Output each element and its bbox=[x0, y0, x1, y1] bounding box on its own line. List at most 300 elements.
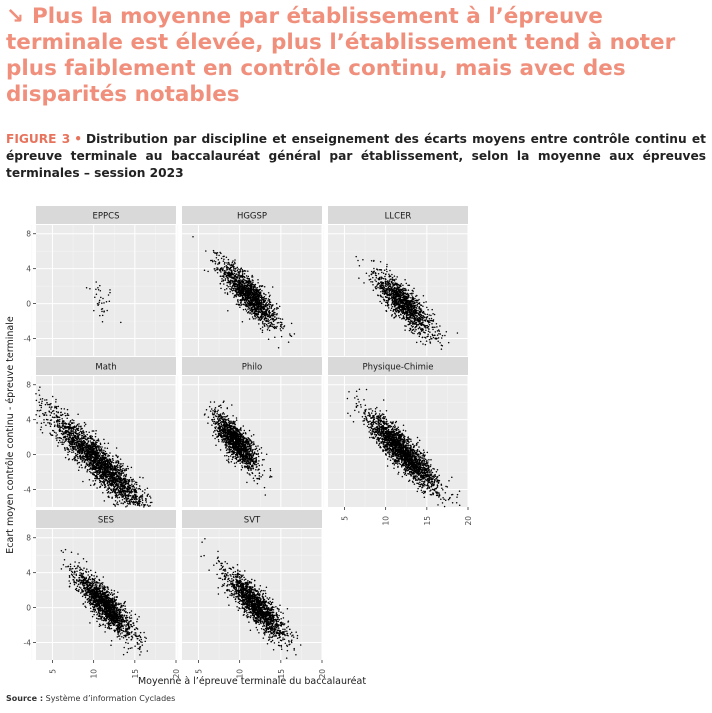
data-point bbox=[408, 321, 410, 323]
data-point bbox=[70, 420, 72, 422]
data-point bbox=[396, 296, 398, 298]
data-point bbox=[141, 504, 143, 506]
data-point bbox=[235, 268, 237, 270]
data-point bbox=[439, 342, 441, 344]
data-point bbox=[398, 301, 400, 303]
data-point bbox=[128, 495, 130, 497]
data-point bbox=[103, 455, 105, 457]
data-point bbox=[213, 251, 215, 253]
data-point bbox=[272, 313, 274, 315]
data-point bbox=[272, 326, 274, 328]
data-point bbox=[270, 319, 272, 321]
data-point bbox=[35, 414, 37, 416]
data-point bbox=[386, 264, 388, 266]
data-point bbox=[294, 333, 296, 335]
data-point bbox=[73, 428, 75, 430]
data-point bbox=[98, 438, 100, 440]
data-point bbox=[395, 316, 397, 318]
data-point bbox=[255, 295, 257, 297]
data-point bbox=[258, 306, 260, 308]
data-point bbox=[393, 310, 395, 312]
data-point bbox=[233, 288, 235, 290]
data-point bbox=[403, 307, 405, 309]
data-point bbox=[45, 425, 47, 427]
data-point bbox=[267, 300, 269, 302]
data-point bbox=[427, 335, 429, 337]
data-point bbox=[40, 405, 42, 407]
data-point bbox=[65, 415, 67, 417]
data-point bbox=[407, 305, 409, 307]
data-point bbox=[97, 287, 99, 289]
data-point bbox=[269, 306, 271, 308]
data-point bbox=[264, 315, 266, 317]
data-point bbox=[262, 316, 264, 318]
data-point bbox=[260, 328, 262, 330]
data-point bbox=[266, 309, 268, 311]
data-point bbox=[423, 316, 425, 318]
data-point bbox=[251, 275, 253, 277]
data-point bbox=[428, 314, 430, 316]
data-point bbox=[381, 303, 383, 305]
data-point bbox=[276, 313, 278, 315]
data-point bbox=[386, 302, 388, 304]
data-point bbox=[389, 276, 391, 278]
data-point bbox=[98, 289, 100, 291]
data-point bbox=[216, 253, 218, 255]
data-point bbox=[57, 445, 59, 447]
data-point bbox=[124, 498, 126, 500]
data-point bbox=[387, 284, 389, 286]
data-point bbox=[398, 315, 400, 317]
data-point bbox=[248, 295, 250, 297]
data-point bbox=[234, 282, 236, 284]
data-point bbox=[433, 337, 435, 339]
data-point bbox=[99, 300, 101, 302]
data-point bbox=[372, 277, 374, 279]
data-point bbox=[236, 293, 238, 295]
data-point bbox=[78, 439, 80, 441]
data-point bbox=[271, 304, 273, 306]
data-point bbox=[72, 419, 74, 421]
data-point bbox=[290, 335, 292, 337]
data-point bbox=[84, 422, 86, 424]
data-point bbox=[49, 422, 51, 424]
data-point bbox=[74, 446, 76, 448]
data-point bbox=[427, 333, 429, 335]
data-point bbox=[73, 458, 75, 460]
data-point bbox=[75, 455, 77, 457]
data-point bbox=[216, 267, 218, 269]
data-point bbox=[55, 406, 57, 408]
data-point bbox=[112, 484, 114, 486]
data-point bbox=[51, 412, 53, 414]
data-point bbox=[263, 300, 265, 302]
data-point bbox=[128, 493, 130, 495]
data-point bbox=[234, 259, 236, 261]
data-point bbox=[237, 301, 239, 303]
data-point bbox=[404, 290, 406, 292]
data-point bbox=[411, 294, 413, 296]
data-point bbox=[132, 479, 134, 481]
data-point bbox=[243, 304, 245, 306]
data-point bbox=[105, 457, 107, 459]
data-point bbox=[269, 296, 271, 298]
data-point bbox=[128, 484, 130, 486]
data-point bbox=[82, 435, 84, 437]
data-point bbox=[132, 486, 134, 488]
data-point bbox=[142, 496, 144, 498]
data-point bbox=[248, 276, 250, 278]
data-point bbox=[122, 503, 124, 505]
data-point bbox=[436, 323, 438, 325]
data-point bbox=[89, 288, 91, 290]
data-point bbox=[418, 299, 420, 301]
data-point bbox=[77, 456, 79, 458]
data-point bbox=[404, 329, 406, 331]
data-point bbox=[437, 341, 439, 343]
data-point bbox=[115, 495, 117, 497]
data-point bbox=[109, 455, 111, 457]
data-point bbox=[131, 484, 133, 486]
data-point bbox=[407, 301, 409, 303]
data-point bbox=[415, 305, 417, 307]
data-point bbox=[419, 303, 421, 305]
data-point bbox=[192, 236, 194, 238]
data-point bbox=[69, 444, 71, 446]
data-point bbox=[106, 301, 108, 303]
data-point bbox=[230, 282, 232, 284]
data-point bbox=[218, 262, 220, 264]
data-point bbox=[123, 472, 125, 474]
data-point bbox=[101, 451, 103, 453]
data-point bbox=[73, 446, 75, 448]
data-point bbox=[256, 308, 258, 310]
data-point bbox=[127, 487, 129, 489]
data-point bbox=[281, 336, 283, 338]
data-point bbox=[78, 436, 80, 438]
data-point bbox=[269, 307, 271, 309]
data-point bbox=[88, 466, 90, 468]
data-point bbox=[403, 298, 405, 300]
data-point bbox=[383, 298, 385, 300]
data-point bbox=[385, 288, 387, 290]
data-point bbox=[55, 401, 57, 403]
data-point bbox=[224, 266, 226, 268]
data-point bbox=[84, 425, 86, 427]
data-point bbox=[51, 423, 53, 425]
data-point bbox=[265, 312, 267, 314]
data-point bbox=[387, 305, 389, 307]
data-point bbox=[136, 487, 138, 489]
data-point bbox=[423, 312, 425, 314]
data-point bbox=[265, 306, 267, 308]
data-point bbox=[408, 314, 410, 316]
data-point bbox=[243, 294, 245, 296]
y-tick-label: 8 bbox=[26, 380, 31, 390]
data-point bbox=[225, 278, 227, 280]
figure-caption bbox=[6, 131, 706, 182]
data-point bbox=[256, 293, 258, 295]
data-point bbox=[117, 457, 119, 459]
data-point bbox=[102, 298, 104, 300]
data-point bbox=[123, 492, 125, 494]
data-point bbox=[103, 456, 105, 458]
data-point bbox=[214, 268, 216, 270]
data-point bbox=[66, 448, 68, 450]
data-point bbox=[76, 441, 78, 443]
data-point bbox=[397, 293, 399, 295]
data-point bbox=[418, 314, 420, 316]
data-point bbox=[406, 314, 408, 316]
data-point bbox=[97, 456, 99, 458]
data-point bbox=[87, 464, 89, 466]
data-point bbox=[392, 283, 394, 285]
data-point bbox=[136, 484, 138, 486]
data-point bbox=[247, 289, 249, 291]
data-point bbox=[253, 290, 255, 292]
data-point bbox=[67, 454, 69, 456]
data-point bbox=[418, 332, 420, 334]
data-point bbox=[83, 443, 85, 445]
data-point bbox=[115, 500, 117, 502]
data-point bbox=[95, 478, 97, 480]
data-point bbox=[385, 281, 387, 283]
data-point bbox=[87, 469, 89, 471]
data-point bbox=[251, 313, 253, 315]
data-point bbox=[272, 311, 274, 313]
data-point bbox=[62, 425, 64, 427]
data-point bbox=[89, 471, 91, 473]
data-point bbox=[431, 318, 433, 320]
data-point bbox=[60, 414, 62, 416]
data-point bbox=[423, 295, 425, 297]
data-point bbox=[246, 291, 248, 293]
data-point bbox=[36, 400, 38, 402]
data-point bbox=[142, 494, 144, 496]
data-point bbox=[232, 262, 234, 264]
data-point bbox=[239, 304, 241, 306]
data-point bbox=[144, 489, 146, 491]
data-point bbox=[106, 489, 108, 491]
facet-panel-llcer bbox=[324, 206, 468, 356]
data-point bbox=[257, 313, 259, 315]
data-point bbox=[241, 267, 243, 269]
data-point bbox=[102, 492, 104, 494]
data-point bbox=[257, 282, 259, 284]
data-point bbox=[413, 297, 415, 299]
data-point bbox=[42, 432, 44, 434]
data-point bbox=[87, 442, 89, 444]
data-point bbox=[56, 414, 58, 416]
data-point bbox=[278, 322, 280, 324]
data-point bbox=[386, 289, 388, 291]
data-point bbox=[64, 449, 66, 451]
data-point bbox=[422, 324, 424, 326]
data-point bbox=[418, 319, 420, 321]
data-point bbox=[73, 420, 75, 422]
data-point bbox=[220, 253, 222, 255]
data-point bbox=[127, 501, 128, 503]
data-point bbox=[115, 462, 117, 464]
data-point bbox=[266, 321, 268, 323]
data-point bbox=[75, 453, 77, 455]
data-point bbox=[115, 454, 117, 456]
data-point bbox=[84, 447, 86, 449]
data-point bbox=[423, 331, 425, 333]
data-point bbox=[395, 290, 397, 292]
data-point bbox=[75, 442, 77, 444]
data-point bbox=[61, 418, 63, 420]
data-point bbox=[40, 429, 42, 431]
data-point bbox=[101, 308, 103, 310]
data-point bbox=[419, 312, 421, 314]
data-point bbox=[64, 408, 66, 410]
data-point bbox=[39, 386, 41, 388]
data-point bbox=[237, 304, 239, 306]
data-point bbox=[237, 268, 239, 270]
data-point bbox=[224, 289, 226, 291]
data-point bbox=[84, 458, 86, 460]
data-point bbox=[229, 288, 231, 290]
data-point bbox=[226, 285, 228, 287]
data-point bbox=[47, 422, 49, 424]
data-point bbox=[276, 307, 278, 309]
data-point bbox=[382, 293, 384, 295]
data-point bbox=[404, 303, 406, 305]
data-point bbox=[115, 460, 117, 462]
data-point bbox=[56, 416, 58, 418]
data-point bbox=[103, 302, 105, 304]
data-point bbox=[255, 304, 257, 306]
data-point bbox=[411, 317, 413, 319]
data-point bbox=[383, 278, 385, 280]
data-point bbox=[412, 322, 414, 324]
data-point bbox=[280, 328, 282, 330]
data-point bbox=[228, 259, 230, 261]
data-point bbox=[261, 311, 263, 313]
data-point bbox=[79, 434, 81, 436]
data-point bbox=[229, 286, 231, 288]
data-point bbox=[280, 330, 282, 332]
data-point bbox=[232, 293, 234, 295]
data-point bbox=[43, 419, 45, 421]
data-point bbox=[422, 343, 424, 345]
data-point bbox=[380, 261, 382, 263]
data-point bbox=[114, 483, 116, 485]
data-point bbox=[395, 283, 397, 285]
data-point bbox=[50, 419, 52, 421]
data-point bbox=[229, 291, 231, 293]
data-point bbox=[125, 499, 127, 501]
data-point bbox=[392, 277, 394, 279]
data-point bbox=[50, 415, 52, 417]
data-point bbox=[119, 497, 121, 499]
data-point bbox=[86, 287, 88, 289]
data-point bbox=[136, 502, 138, 504]
data-point bbox=[415, 310, 417, 312]
data-point bbox=[139, 497, 141, 499]
data-point bbox=[378, 282, 380, 284]
data-point bbox=[378, 273, 380, 275]
data-point bbox=[70, 448, 72, 450]
data-point bbox=[402, 304, 404, 306]
data-point bbox=[94, 440, 96, 442]
data-point bbox=[254, 312, 256, 314]
data-point bbox=[400, 302, 402, 304]
data-point bbox=[432, 334, 434, 336]
data-point bbox=[218, 255, 220, 257]
data-point bbox=[41, 400, 43, 402]
data-point bbox=[236, 277, 238, 279]
data-point bbox=[432, 326, 434, 328]
data-point bbox=[246, 282, 248, 284]
data-point bbox=[107, 481, 109, 483]
data-point bbox=[40, 410, 42, 412]
data-point bbox=[379, 277, 381, 279]
data-point bbox=[255, 297, 257, 299]
data-point bbox=[240, 290, 242, 292]
data-point bbox=[241, 280, 243, 282]
data-point bbox=[63, 433, 64, 435]
data-point bbox=[101, 311, 103, 313]
data-point bbox=[77, 434, 79, 436]
data-point bbox=[142, 490, 144, 492]
data-point bbox=[403, 296, 405, 298]
data-point bbox=[71, 452, 73, 454]
data-point bbox=[100, 486, 102, 488]
data-point bbox=[224, 272, 226, 274]
data-point bbox=[387, 300, 389, 302]
data-point bbox=[66, 423, 68, 425]
data-point bbox=[421, 322, 423, 324]
data-point bbox=[112, 459, 114, 461]
data-point bbox=[102, 321, 104, 323]
data-point bbox=[409, 323, 411, 325]
data-point bbox=[261, 304, 263, 306]
data-point bbox=[256, 311, 258, 313]
data-point bbox=[385, 296, 387, 298]
data-point bbox=[434, 314, 436, 316]
data-point bbox=[247, 270, 249, 272]
data-point bbox=[256, 315, 258, 317]
data-point bbox=[400, 293, 402, 295]
data-point bbox=[104, 447, 106, 449]
data-point bbox=[77, 448, 79, 450]
data-point bbox=[419, 318, 421, 320]
data-point bbox=[142, 500, 144, 502]
data-point bbox=[95, 436, 97, 438]
data-point bbox=[59, 423, 61, 425]
data-point bbox=[277, 322, 279, 324]
data-point bbox=[411, 331, 413, 333]
data-point bbox=[130, 503, 132, 505]
data-point bbox=[100, 290, 102, 292]
data-point bbox=[262, 326, 264, 328]
data-point bbox=[90, 485, 92, 487]
data-point bbox=[420, 329, 422, 331]
data-point bbox=[220, 283, 222, 285]
data-point bbox=[205, 250, 207, 252]
data-point bbox=[124, 470, 126, 472]
data-point bbox=[412, 329, 414, 331]
data-point bbox=[282, 318, 284, 320]
data-point bbox=[399, 285, 401, 287]
data-point bbox=[255, 284, 257, 286]
data-point bbox=[109, 301, 111, 303]
data-point bbox=[414, 330, 416, 332]
data-point bbox=[260, 306, 262, 308]
arrow-down-right-icon: ↘ bbox=[6, 4, 25, 29]
